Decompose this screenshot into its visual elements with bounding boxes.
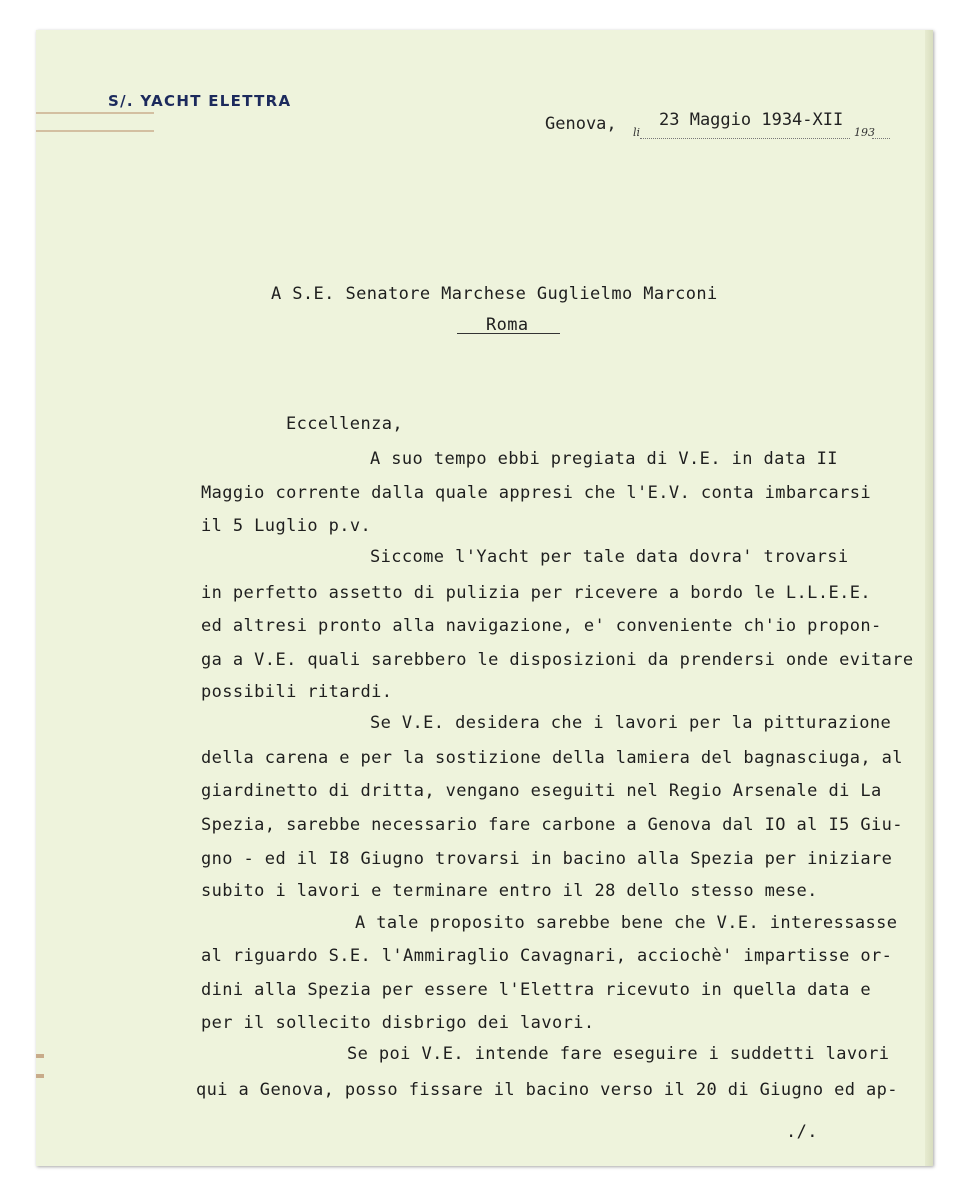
body-line: ed altresi pronto alla navigazione, e' conveniente ch'io propon- bbox=[201, 616, 882, 636]
body-line: dini alla Spezia per essere l'Elettra ricevuto in quella data e bbox=[201, 980, 871, 1000]
staple-mark bbox=[36, 1074, 44, 1078]
recipient-underline bbox=[457, 333, 560, 334]
dateline-date: 23 Maggio 1934-XII bbox=[659, 110, 844, 130]
body-line: in perfetto assetto di pulizia per ricevere a bordo le L.L.E.E. bbox=[201, 583, 871, 603]
body-line: A suo tempo ebbi pregiata di V.E. in data II bbox=[370, 449, 838, 469]
body-line: giardinetto di dritta, vengano eseguiti nel Regio Arsenale di La bbox=[201, 781, 882, 801]
body-line: gno - ed il I8 Giugno trovarsi in bacino alla Spezia per iniziare bbox=[201, 849, 893, 869]
dateline-li: li bbox=[633, 126, 641, 139]
body-line: il 5 Luglio p.v. bbox=[201, 516, 372, 536]
body-line: ga a V.E. quali sarebbero le disposizioni da prendersi onde evitare bbox=[201, 650, 914, 670]
year-dotted-line bbox=[872, 138, 890, 139]
letterhead: S/. YACHT ELETTRA bbox=[108, 92, 292, 110]
recipient-line: A S.E. Senatore Marchese Guglielmo Marconi bbox=[271, 284, 718, 304]
continuation-mark: ./. bbox=[786, 1122, 818, 1142]
body-line: qui a Genova, posso fissare il bacino verso il 20 di Giugno ed ap- bbox=[196, 1080, 898, 1100]
body-line: Spezia, sarebbe necessario fare carbone a Genova dal IO al I5 Giu- bbox=[201, 815, 903, 835]
body-line: al riguardo S.E. l'Ammiraglio Cavagnari, acciochè' impartisse or- bbox=[201, 946, 893, 966]
body-line: Se poi V.E. intende fare eseguire i suddetti lavori bbox=[347, 1044, 890, 1064]
body-line: per il sollecito disbrigo dei lavori. bbox=[201, 1013, 595, 1033]
salutation: Eccellenza, bbox=[286, 414, 403, 434]
body-line: Maggio corrente dalla quale appresi che l'E.V. conta imbarcarsi bbox=[201, 483, 871, 503]
page-edge bbox=[925, 30, 933, 1166]
staple-mark bbox=[36, 1054, 44, 1058]
body-line: A tale proposito sarebbe bene che V.E. interessasse bbox=[355, 913, 898, 933]
staple-mark bbox=[36, 130, 154, 132]
dateline-year-suffix: 193 bbox=[854, 126, 875, 139]
recipient-city: Roma bbox=[486, 315, 529, 335]
body-line: subito i lavori e terminare entro il 28 dello stesso mese. bbox=[201, 881, 818, 901]
body-line: possibili ritardi. bbox=[201, 682, 393, 702]
staple-mark bbox=[36, 112, 154, 114]
dateline-city: Genova, bbox=[545, 114, 617, 134]
body-line: Se V.E. desidera che i lavori per la pitturazione bbox=[370, 713, 892, 733]
date-dotted-line bbox=[640, 138, 850, 139]
body-line: della carena e per la sostizione della lamiera del bagnasciuga, al bbox=[201, 748, 903, 768]
body-line: Siccome l'Yacht per tale data dovra' trovarsi bbox=[370, 547, 849, 567]
